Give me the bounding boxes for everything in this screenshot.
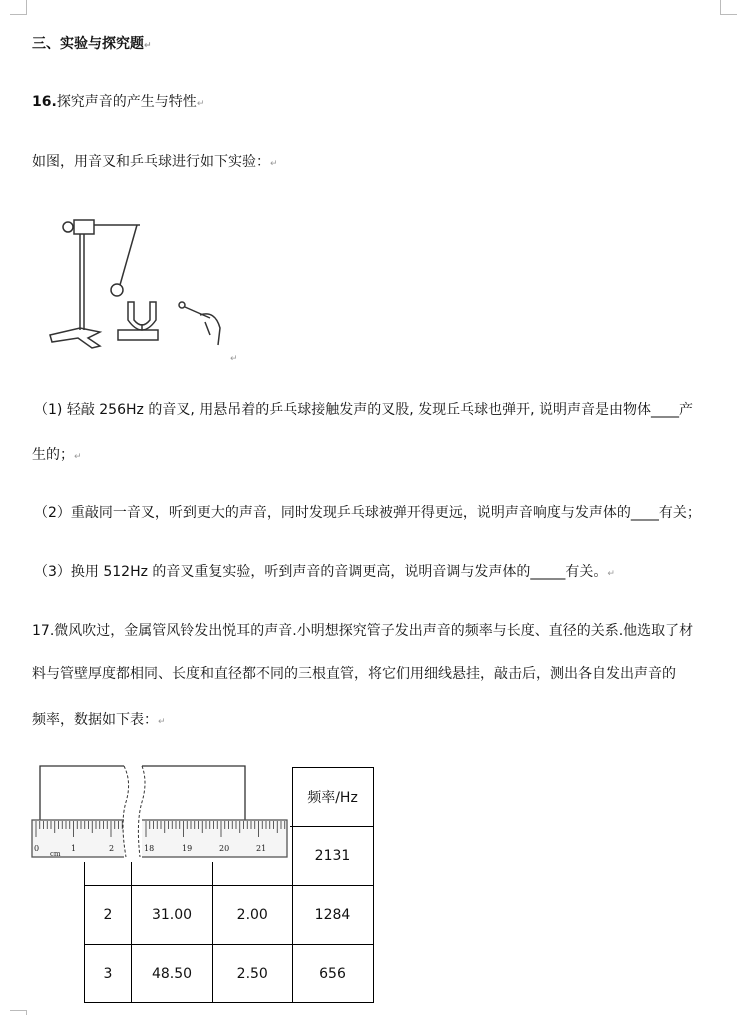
ruler-with-tube-figure (28, 762, 290, 862)
ruler-unit: cm (50, 850, 61, 858)
q16-part1: （1) 轻敲 256Hz 的音叉, 用悬吊着的乒乓球接触发声的叉股, 发现丘乓球也弹开, 说明声音是由物体____产 (34, 402, 694, 418)
margin-corner-mark (10, 0, 27, 15)
margin-corner-mark (720, 0, 737, 15)
table-row: 2131 (85, 827, 374, 886)
q16-intro: 如图，用音叉和乒乓球进行如下实验：↵ (32, 154, 278, 170)
ruler-label: 20 (219, 844, 230, 853)
paragraph-mark: ↵ (230, 354, 238, 364)
q17-line3: 频率，数据如下表：↵ (32, 712, 166, 728)
ruler-label: 2 (109, 844, 115, 853)
ruler-label: 21 (256, 844, 267, 853)
ruler-label: 1 (71, 844, 77, 853)
q16-title: 16.探究声音的产生与特性↵ (32, 94, 205, 110)
ruler-label: 19 (182, 844, 193, 853)
q16-part1-cont: 生的；↵ (32, 447, 82, 463)
q16-part3: （3）换用 512Hz 的音叉重复实验，听到声音的音调更高，说明音调与发声体的_____有关。↵ (34, 564, 615, 580)
q17-line2: 料与管壁厚度都相同、长度和直径都不同的三根直管，将它们用细线悬挂，敲击后，测出各自发出声音的 (32, 666, 676, 682)
margin-corner-mark (10, 1010, 27, 1015)
header-frequency: 频率/Hz (292, 768, 373, 827)
q16-part2: （2）重敲同一音叉，听到更大的声音，同时发现乒乓球被弹开得更远，说明声音响度与发声体的____有关； (34, 505, 701, 521)
ruler-label: 18 (144, 844, 155, 853)
table-row: 3 48.50 2.50 656 (85, 945, 374, 1003)
section-title: 三、实验与探究题↵ (32, 36, 152, 52)
ruler-label: 0 (34, 844, 40, 853)
table-row: 2 31.00 2.00 1284 (85, 886, 374, 945)
tuning-fork-experiment-figure (40, 210, 240, 360)
q17-line1: 17.微风吹过，金属管风铃发出悦耳的声音.小明想探究管子发出声音的频率与长度、直径的关系.他选取了材 (32, 623, 694, 639)
